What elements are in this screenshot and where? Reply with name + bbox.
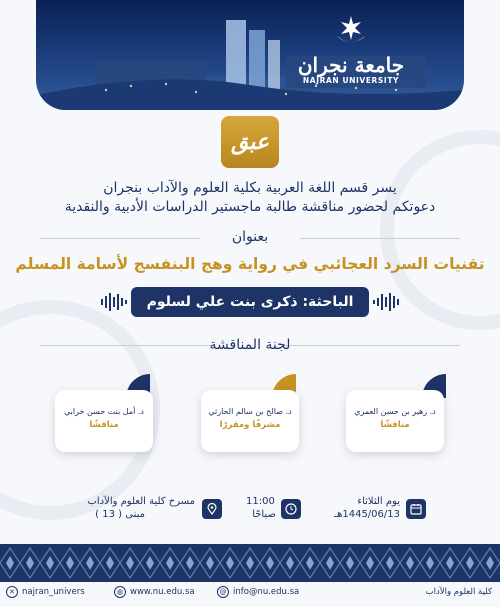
invitation-line-1: يسر قسم اللغة العربية بكلية العلوم والآداب بنجران <box>103 180 397 196</box>
event-period: صباحًا <box>252 509 276 520</box>
title-label: بعنوان <box>231 229 269 245</box>
member-role: مناقشًا <box>380 420 410 430</box>
globe-icon: ◍ <box>114 586 126 598</box>
committee-card <box>346 390 444 452</box>
footer-website[interactable]: www.nu.edu.sa <box>130 587 195 597</box>
university-logo <box>296 14 406 85</box>
logo-arabic-text: جامعة نجران <box>297 53 405 77</box>
footer-twitter[interactable]: najran_univers <box>22 587 85 597</box>
sound-wave-icon <box>100 290 128 314</box>
member-role: مناقشًا <box>89 420 119 430</box>
member-name: د. صالح بن سالم الحارثي <box>208 407 292 416</box>
logo-english-text: NAJRAN UNIVERSITY <box>302 76 400 85</box>
decorative-pattern-strip <box>0 544 500 582</box>
footer-email[interactable]: info@nu.edu.sa <box>233 587 300 597</box>
member-name: د. زهير بن حسن العمري <box>354 407 436 416</box>
thesis-title: تقنيات السرد العجائبي في رواية وهج البنفسج لأسامة المسلم <box>15 255 485 273</box>
event-emblem <box>221 116 279 168</box>
member-role: مشرفًا ومقررًا <box>219 420 281 430</box>
twitter-icon: ✕ <box>6 586 18 598</box>
event-day: يوم الثلاثاء <box>357 496 400 507</box>
member-name: د. أمل بنت حسن خرابي <box>64 407 144 416</box>
email-icon: @ <box>217 586 229 598</box>
clock-icon <box>281 499 301 519</box>
committee-label: لجنة المناقشة <box>209 337 291 353</box>
header-banner <box>36 0 464 110</box>
invitation-line-2: دعوتكم لحضور مناقشة طالبة ماجستير الدراسات الأدبية والنقدية <box>64 199 436 215</box>
pattern-motif <box>0 544 500 582</box>
researcher-name: الباحثة: ذكرى بنت علي لسلوم <box>131 287 369 317</box>
venue-line-1: مسرح كلية العلوم والآداب <box>87 496 195 507</box>
committee-card <box>201 390 299 452</box>
committee-card <box>55 390 153 452</box>
university-emblem-icon <box>333 14 369 48</box>
sound-wave-icon <box>372 290 400 314</box>
event-date: 1445/06/13هـ <box>334 509 400 520</box>
location-pin-icon <box>202 499 222 519</box>
event-time: 11:00 <box>246 496 275 507</box>
venue-line-2: مبنى ( 13 ) <box>95 509 145 520</box>
emblem-calligraphy: عبق <box>230 129 270 155</box>
footer-college: كلية العلوم والآداب <box>425 587 492 597</box>
calendar-icon <box>406 499 426 519</box>
